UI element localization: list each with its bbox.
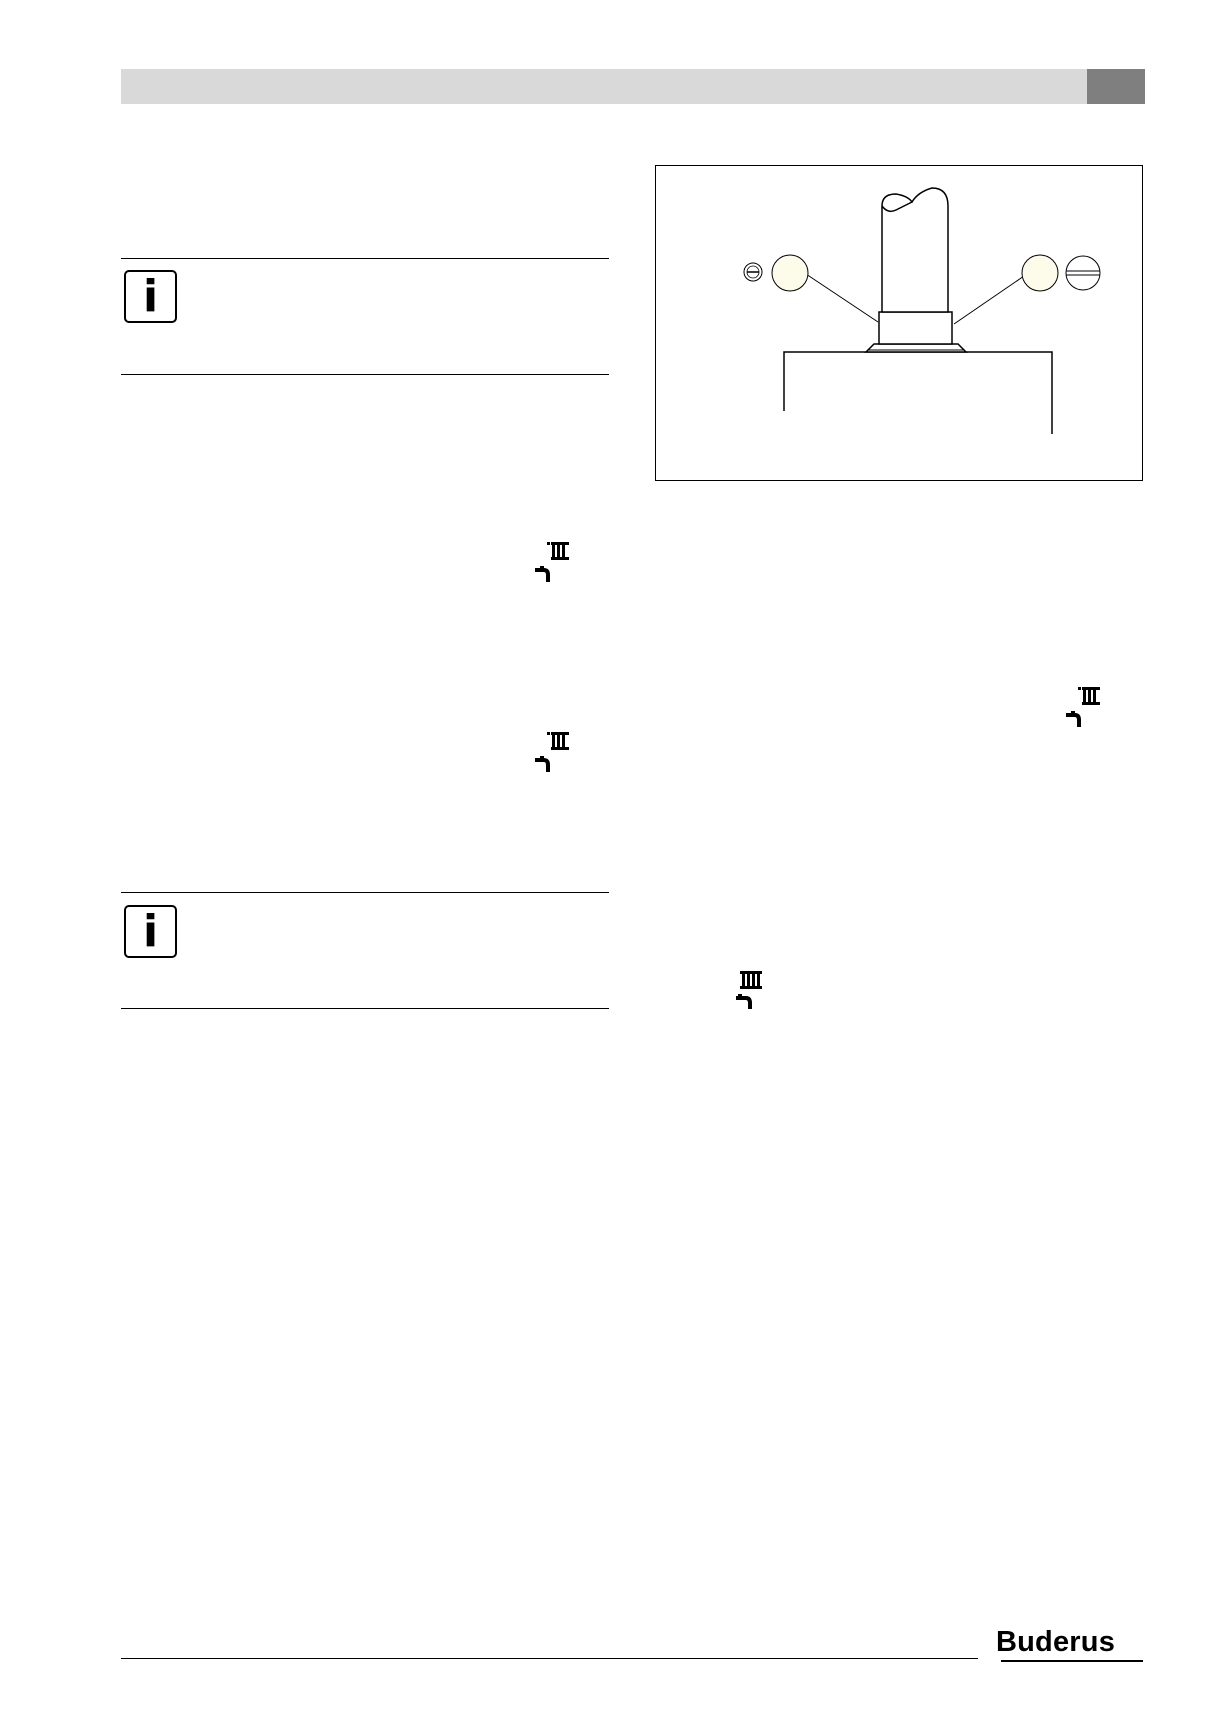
info-icon: i <box>124 905 177 958</box>
flue-pipe <box>882 188 948 312</box>
chapter-tab <box>1087 69 1145 104</box>
notice-top-rule <box>121 892 609 893</box>
header-bar <box>121 69 1087 104</box>
notice-bottom-rule <box>121 1008 609 1009</box>
flue-connection-diagram <box>656 166 1142 480</box>
heating-dhw-mode-icon <box>1064 685 1108 729</box>
screw-right-icon <box>1066 256 1100 290</box>
boiler-top <box>784 352 1052 434</box>
heating-dhw-mode-icon <box>533 730 577 774</box>
notice-bottom-rule <box>121 374 609 375</box>
flange <box>866 344 966 352</box>
brand-logo: Buderus <box>996 1626 1116 1658</box>
callout-left <box>772 255 808 291</box>
figure-frame <box>655 165 1143 481</box>
callout-right <box>1022 255 1058 291</box>
footer-rule <box>121 1658 978 1659</box>
heating-dhw-mode-icon <box>734 967 778 1011</box>
notice-top-rule <box>121 258 609 259</box>
heating-dhw-mode-icon <box>533 540 577 584</box>
collar <box>879 312 952 344</box>
brand-underline <box>1001 1660 1143 1662</box>
info-icon: i <box>124 270 177 323</box>
